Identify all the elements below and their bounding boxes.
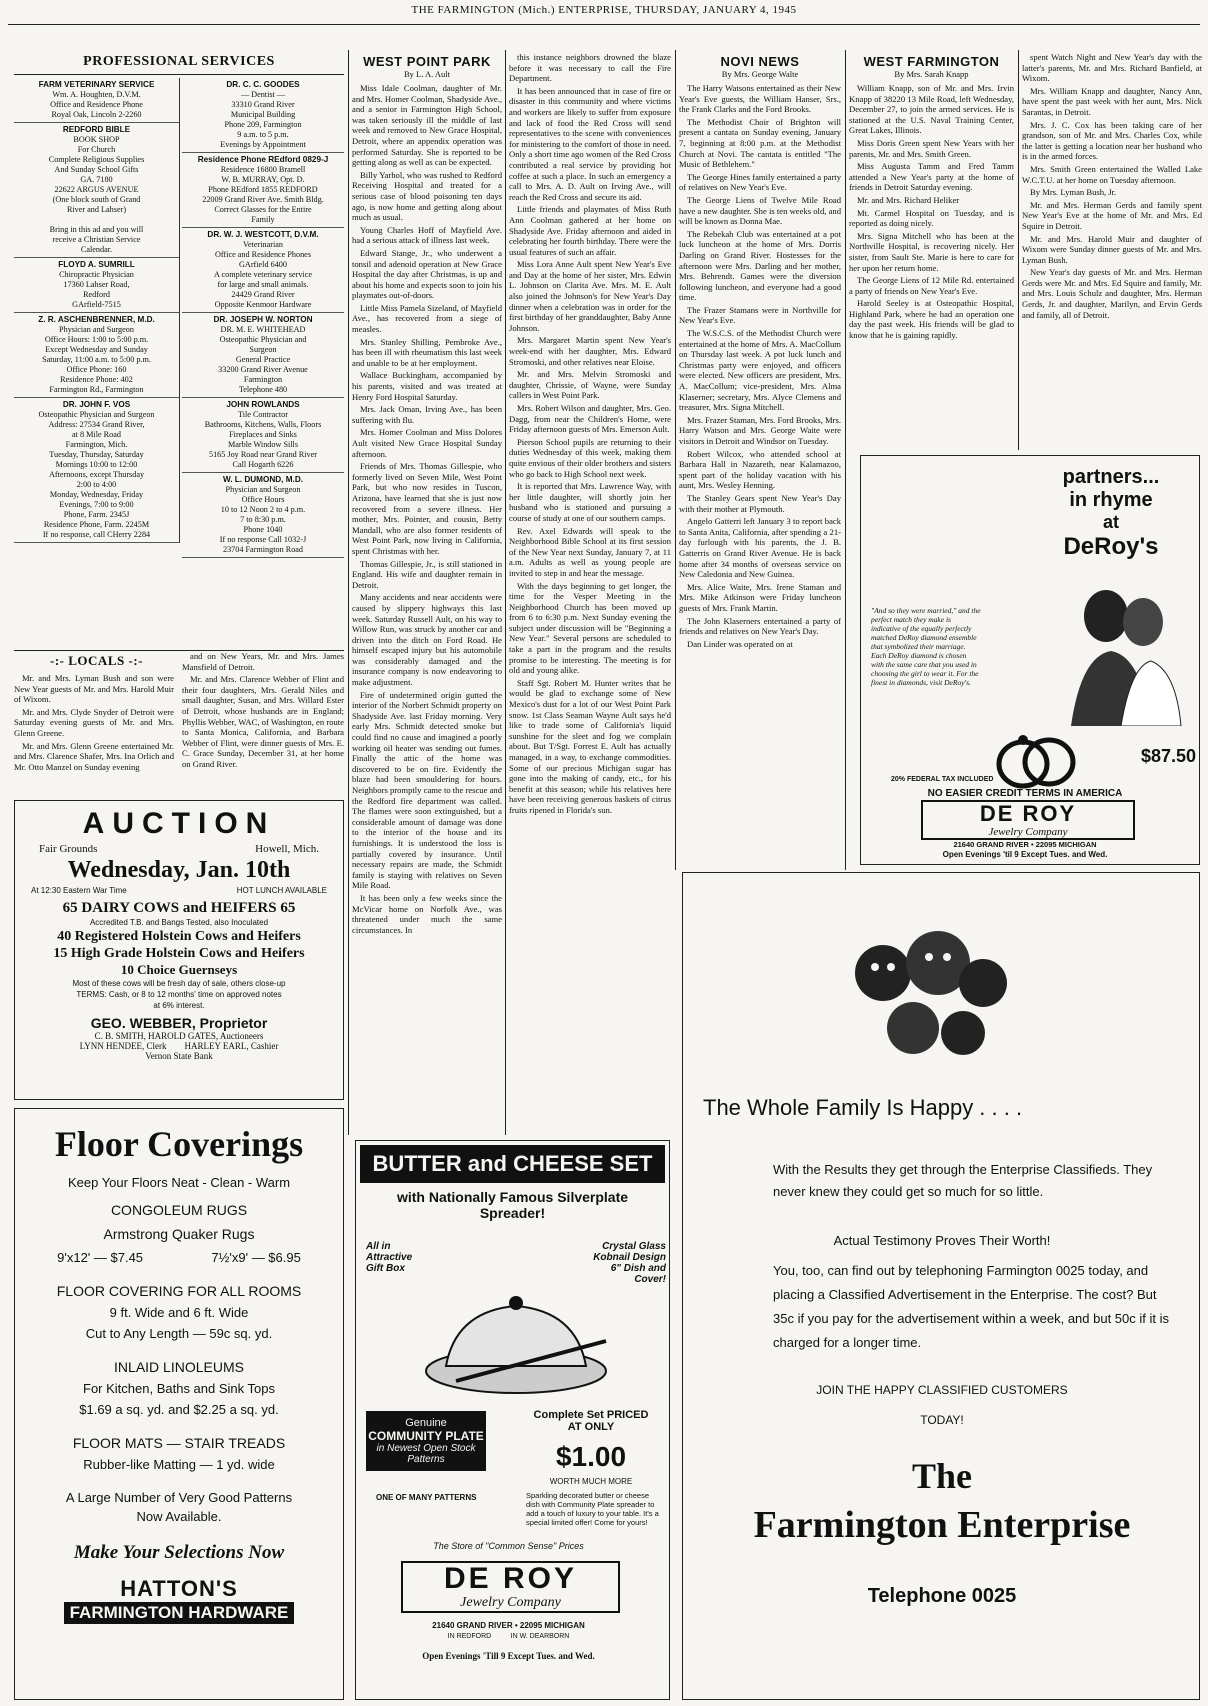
deroy-diamonds-ad [860,455,1200,865]
auction-place: Fair Grounds [39,843,98,855]
card-line: Telephone 480 [238,385,288,394]
locals-title: -:- LOCALS -:- [50,653,143,668]
paragraph: Friends of Mrs. Thomas Gillespie, who formerly lived on Seven Mile, West Point Park, but who now resides in Tuscon, Arizona, have learned that she is just now recovered from a severe illness. Her mother, Mrs. Pointer, and cousin, Betty Mandall, who are also former residents of West Point Park, now living in California, spent Christmas with her. [352,461,502,556]
card-line: Tile Contractor [238,410,288,419]
card-line: Phone 209, Farmington [224,120,302,129]
enterprise-classified-ad [682,872,1200,1700]
paragraph: Miss Lora Anne Ault spent New Year's Eve and Day at the home of her sister, Mrs. Edwin L. Johnson on Clarita Ave. Mrs. M. E. Ault also joined the Johnson's for New Year's Day dinner when a celebration was in order for the first birthday of her granddaughter, Baby Anne Johnson. [509,259,671,333]
pro-left-card [14,398,179,543]
west-point-title: WEST POINT PARK [363,54,491,69]
paragraph: Mr. and Mrs. Herman Gerds and family spent New Year's Eve at the home of Mr. and Mrs. Ed Squire in Detroit. [1022,199,1202,231]
paragraph: The W.S.C.S. of the Methodist Church were entertained at the home of Mrs. A. MacCollum on Thursday last week. A pot luck lunch and Christmas party were enjoyed, and officers were elected. New officers are president, Mrs. A. MacCollum; vice-president, Mrs. Alma Klaserner; secretary, Mrs. Alyce Clemens and treasurer, Mrs. Signa Mitchell. [679,328,841,413]
card-line: 7 to 8:30 p.m. [240,515,286,524]
pro-right-card [182,228,344,313]
card-line: 17360 Lahser Road, [63,280,130,289]
card-line: 22009 Grand River Ave. Smith Bldg. [202,195,324,204]
pro-left-card [14,258,179,313]
west-farmington-byline: By Mrs. Sarah Knapp [894,69,969,79]
paragraph: Mrs. Margaret Martin spent New Year's week-end with her daughter, Mrs. Edward Stromoski, and other relatives near Eloise. [509,335,671,367]
paragraph: Rev. Axel Edwards will speak to the Neighborhood Bible School at its first session of the New Year next Sunday, January 7, at 11 a.m. Adults as well as young people are invited to step in and hear the message. [509,525,671,578]
card-line: 9 a.m. to 5 p.m. [237,130,289,139]
card-line: DR. W. J. WESTCOTT, D.V.M. [207,230,319,239]
card-line: Farmington, Mich. [65,440,128,449]
card-line: DR. C. C. GOODES [226,80,300,89]
auction-lines [25,899,333,1011]
card-line: Phone REdford 1855 REDFORD [208,185,318,194]
paragraph: Billy Yarhol, who was rushed to Redford Receiving Hospital and treated for a serious case of blood poisoning ten days ago, is now home and getting along about much as usual. [352,169,502,223]
paragraph: The Stanley Gears spent New Year's Day with their mother at Plymouth. [679,492,841,514]
floor-large: A Large Number of Very Good Patterns [65,1490,293,1505]
card-line: DR. M. E. WHITEHEAD [220,325,306,334]
auction-line: Accredited T.B. and Bangs Tested, also Inoculated [89,918,269,927]
paragraph: New Year's day guests of Mr. and Mrs. Herman Gerds were Mr. and Mrs. Ed Squire and family, Mr. and Mrs. Louis Schulz and daughter, Mrs. Herman Gerds, Jr. and daughter, Marilyn, and Ervin Gerds and family, all of Detroit. [1022,267,1202,320]
community-plate-box: Genuine COMMUNITY PLATE in Newest Open Stock Patterns [366,1411,486,1471]
enterprise-today: TODAY! [920,1413,964,1427]
card-line: for large and small animals. [217,280,309,289]
paragraph: and on New Years, Mr. and Mrs. James Mansfield of Detroit. [182,651,344,672]
floor-title: Floor Coverings [54,1124,304,1164]
west-farmington-column-1 [849,83,1014,341]
butter-title: BUTTER and CHEESE SET [360,1145,665,1183]
floor-price-9x12: 9'x12' — $7.45 [57,1250,144,1265]
card-line: BOOK SHOP [73,135,120,144]
paragraph: Mrs. Signa Mitchell who has been at the Northville Hospital, is recovering nicely. Her sister, from Sault Ste. Marie is here to care for her upon her return home. [849,230,1014,273]
card-line: A complete veterinary service [214,270,312,279]
card-line: Redford [83,290,110,299]
paragraph: The Frazer Stamans were in Northville for New Year's Eve. [679,304,841,326]
locals [14,650,344,800]
butter-worth: WORTH MUCH MORE [549,1477,633,1486]
card-line: at 8 Mile Road [72,430,121,439]
paragraph: Mr. and Mrs. Glenn Greene entertained Mr. and Mrs. Clarence Shafer, Mrs. Ina Orlich and Mr. Otto Manzel on Sunday evening [14,740,174,772]
paragraph: It is reported that Mrs. Lawrence Way, with her little daughter, will shortly join her husband who is stationed and pursuing a course of study at one of our southern camps. [509,481,671,523]
card-line: Surgeon [249,345,277,354]
deroy-headline-2: in rhyme [1069,489,1153,511]
card-line: Office Phone: 160 [66,365,127,374]
paragraph: Mrs. Frazer Staman, Mrs. Ford Brooks, Mrs. Harry Watson and Mrs. George Waite were visitors in Detroit and Windsor on Tuesday. [679,414,841,446]
novi-title: NOVI NEWS [720,54,800,69]
card-line: FARM VETERINARY SERVICE [38,80,155,89]
paragraph: Fire of undetermined origin gutted the interior of the Norbert Schmidt property on Shadyside Ave. last Friday morning. Very early Mrs. Schmidt detected smoke but could find no cause and imagined a poorly working oil heater was sending out fumes. Finally the attic of the home was discovered to be on fire. Evidently the blaze had been smouldering for hours. Neighbors promptly came to the rescue and the Redford fire department was called. The flames were soon extinguished, but a considerable amount of damage was done to the interior of the house and its furnishings. It is understood the loss is partially covered by insurance. Until necessary repairs are made, the Schmidt family is staying with relatives on Seven Mile Road. [352,689,502,891]
paragraph: With the days beginning to get longer, the time for the Vesper Meeting in the Neighborhood Church has been moved up from 6 to 6:30 p.m. Next Sunday evening the subject under discussion will be "Beginning a New Year." Several persons are scheduled to take a part in the program and the results promise to be interesting. The meeting is for old and young alike. [509,580,671,676]
butter-deroy-logo: DE ROY Jewelry Company [401,1561,620,1613]
paragraph: Dan Linder was operated on at [687,638,793,649]
deroy-logo: DE ROY Jewelry Company [921,800,1135,840]
card-line: River and Lahser) [66,205,127,214]
butter-dish-icon [416,1281,616,1401]
card-line: 10 to 12 Noon 2 to 4 p.m. [220,505,306,514]
paragraph: Miss Idale Coolman, daughter of Mr. and Mrs. Homer Coolman, Shadyside Ave., and a senior in Farmington High School, was taken seriously ill the middle of last week and removed to New Grace Hospital, Detroit, where an appendix operation was performed Saturday. She is reported to be getting along as well as can be expected. [352,83,502,168]
deroy-copy: "And so they were married," and the perfect match they make is indicative of the equally perfectly matched DeRoy diamond ensemble that symbolized their marriage. Each DeRoy diamond is chosen with the same care that you used in choosing the girl to wear it. For the finest in diamonds, visit DeRoy's. [871,606,981,687]
hattons-logo: HATTON'S FARMINGTON HARDWARE [23,1576,335,1624]
floor-widths: 9 ft. Wide and 6 ft. Wide [109,1305,249,1320]
paragraph: Miss Augusta Tamm and Fred Tamm attended a New Year's party at the home of friends in Detroit Saturday evening. [849,161,1014,193]
butter-complete: Complete Set PRICED AT ONLY [533,1409,649,1433]
paragraph: Mr. and Mrs. Richard Heliker [857,194,960,205]
card-line: Osteopathic Physician and [219,335,307,344]
auction-bank: Vernon State Bank [145,1051,213,1061]
card-line: Physician and Surgeon [59,325,134,334]
card-line: Office and Residence Phone [50,100,143,109]
card-line: Farmington Rd., Farmington [49,385,144,394]
card-line: (One block south of Grand [52,195,141,204]
card-line: 33310 Grand River [231,100,295,109]
card-line: Except Wednesday and Sunday [45,345,148,354]
west-farmington-column-2 [1022,52,1202,452]
card-line: Wm. A. Houghten, D.V.M. [52,90,141,99]
west-point-byline: By L. A. Ault [403,69,451,79]
card-line: Fireplaces and Sinks [229,430,297,439]
auction-line: 10 Choice Guernseys [120,962,238,977]
professional-services [14,52,344,652]
card-line: 33200 Grand River Avenue [218,365,308,374]
auction-auctioneers: C. B. SMITH, HAROLD GATES, Auctioneers [94,1031,264,1041]
card-line: W. B. MURRAY, Opt. D. [221,175,305,184]
auction-ad [14,800,344,1100]
paragraph: William Knapp, son of Mr. and Mrs. Irvin Knapp of 38220 13 Mile Road, left Wednesday, December 27, to join the armed services. He is stationed at the U.S. Naval Training Center, Great Lakes, Illinois. [849,83,1014,136]
card-line: Marble Window Sills [227,440,299,449]
card-line: Office Hours [241,495,285,504]
card-line: Farmington [243,375,283,384]
paragraph: Wallace Buckingham, accompanied by his parents, visited and was treated at Henry Ford Hospital Saturday. [352,370,502,402]
card-line: Evenings by Appointment [220,140,306,149]
enterprise-name: Farmington Enterprise [753,1504,1131,1546]
enterprise-headline: The Whole Family Is Happy . . . . [703,1095,1023,1120]
card-line: And Sunday School Gifts [54,165,139,174]
paragraph: It has been only a few weeks since the McVicar home on Norfolk Ave., was threatened under much the same circumstances. In [352,892,502,935]
paragraph: Pierson School pupils are returning to their duties Wednesday of this week, making them quite envious of their older brothers and sisters who go back to High School next week. [509,436,671,479]
paragraph: Little friends and playmates of Miss Ruth Ann Coolman gathered at her home on Shadyside Ave. Friday afternoon and aided in celebrating her fourth birthday. There were the usual features of such an affair. [509,204,671,257]
floor-kitchen: For Kitchen, Baths and Sink Tops [83,1381,275,1396]
auction-title: AUCTION [82,807,276,840]
butter-patterns: ONE OF MANY PATTERNS [376,1493,477,1502]
card-line: Royal Oak, Lincoln 2-2260 [51,110,142,119]
locals-column-2 [182,651,344,772]
paragraph: The John Klaserners entertained a party of friends and relatives on New Year's Day. [679,615,841,637]
pro-left-card [14,78,179,123]
deroy-headline-4: DeRoy's [1063,533,1159,560]
enterprise-phone: Telephone 0025 [867,1585,1017,1607]
paragraph: Mr. and Mrs. Clyde Snyder of Detroit were Saturday evening guests of Mr. and Mrs. Glenn Greene. [14,706,174,738]
card-line: 23704 Farmington Road [222,545,304,554]
paragraph: By Mrs. Lyman Bush, Jr. [1030,187,1117,198]
paragraph: Mrs. J. C. Cox has been taking care of her grandson, son of Mr. and Mrs. Charles Cox, while the latter is getting a location near her husband who is in the armed forces. [1022,119,1202,162]
enterprise-p2: Actual Testimony Proves Their Worth! [833,1233,1051,1248]
paragraph: Mr. and Mrs. Lyman Bush and son were New Year guests of Mr. and Mrs. Harold Muir of Wixom. [14,673,174,705]
floor-price-7x9: 7½'x9' — $6.95 [211,1250,301,1265]
auction-line: 65 DAIRY COWS and HEIFERS 65 [62,900,296,916]
paragraph: Little Miss Pamela Sizeland, of Mayfield Ave., has recovered from a siege of measles. [352,302,502,335]
deroy-headline-1: partners... [1062,466,1160,488]
paragraph: The George Liens of 12 Mile Rd. entertained a party of friends on New Year's Eve. [849,275,1014,296]
butter-cheese-ad [355,1140,670,1700]
floor-congoleum: CONGOLEUM RUGS [110,1202,248,1218]
paragraph: Mrs. Stanley Shilling, Pembroke Ave., has been ill with rheumatism this last week and unable to be at her employment. [352,336,502,368]
paragraph: Mrs. Jack Oman, Irving Ave., has been suffering with flu. [352,404,502,425]
butter-hours: Open Evenings 'Till 9 Except Tues. and Wed. [422,1651,595,1661]
floor-make: Make Your Selections Now [73,1542,285,1563]
paragraph: Harold Seeley is at Osteopathic Hospital, Highland Park, where he had an operation one day the past week. His friends will be glad to know that he is gaining rapidly. [849,298,1014,341]
deroy-headline-3: at [1102,512,1119,532]
novi-news [679,52,841,867]
butter-price: $1.00 [555,1441,627,1472]
butter-address-sub: IN REDFORD IN W. DEARBORN [447,1633,570,1640]
auction-lunch: HOT LUNCH AVAILABLE [236,886,327,895]
deroy-credit: NO EASIER CREDIT TERMS IN AMERICA [927,788,1123,799]
card-line: FLOYD A. SUMRILL [58,260,135,269]
floor-now: Now Available. [136,1509,222,1524]
deroy-hours: Open Evenings 'til 9 Except Tues. and Wed. [942,850,1108,859]
card-line: Call Hogarth 6226 [232,460,294,469]
paragraph: The George Hines family entertained a party of relatives on New Year's Eve. [679,171,841,193]
card-line: receive a Christian Service [52,235,141,244]
pro-left-column [14,78,180,543]
paragraph: Robert Wilcox, who attended school at Barbara Hall in Nazareth, near Kalamazoo, spent part of the holiday vacation with his aunt, Mrs. Wesley Henning. [679,448,841,491]
auction-line: Most of these cows will be fresh day of sale, others close-up [72,979,286,988]
deroy-tax: 20% FEDERAL TAX INCLUDED [891,776,994,783]
professional-title: PROFESSIONAL SERVICES [14,54,344,75]
auction-line: 40 Registered Holstein Cows and Heifers [57,929,301,944]
card-line: Residence Phone: 402 [60,375,133,384]
floor-subtitle: Keep Your Floors Neat - Clean - Warm [67,1175,291,1190]
card-line: If no response, call CHerry 2284 [42,530,151,539]
card-line: Bathrooms, Kitchens, Walls, Floors [204,420,322,429]
card-line: Z. R. ASCHENBRENNER, M.D. [38,315,155,324]
pro-left-card [14,123,179,258]
paragraph: Mrs. Homer Coolman and Miss Dolores Ault visited New Grace Hospital Sunday afternoon. [352,427,502,459]
paragraph: The Rebekah Club was entertained at a pot luck luncheon at the home of Mrs. Dorris Darling on Grand River. Hostesses for the afternoon were Mrs. Darling and her mother, Mrs. Behrendt. Games were the diversion following luncheon, and everyone had a good time. [679,228,841,303]
card-line: Correct Glasses for the Entire [214,205,312,214]
paragraph: Mr. and Mrs. Melvin Stromoski and daughter, Chrissie, of Wayne, were Sunday callers in West Point Park. [509,369,671,401]
enterprise-join: JOIN THE HAPPY CLASSIFIED CUSTOMERS [816,1383,1068,1397]
west-point-column-2 [509,52,671,1132]
card-line: Municipal Building [230,110,296,119]
card-line: Bring in this ad and you will [49,225,144,234]
butter-left-callout: All in Attractive Gift Box [366,1241,413,1274]
paragraph: The Methodist Choir of Brighton will present a cantata on Sunday evening, January 7, beginning at 8:00 p.m. at the Methodist Church at Novi. The cantata is entitled "The Music of Bethlehem." [679,116,841,170]
west-point-column-1 [352,83,502,935]
card-line: Residence 16800 Bramell [220,165,306,174]
card-line: Veterinarian [242,240,283,249]
enterprise-the: The [911,1456,972,1496]
auction-clerk: LYNN HENDEE, Clerk HARLEY EARL, Cashier [79,1041,279,1051]
card-line: Residence Phone REdford 0829-J [197,155,329,164]
paragraph: Angelo Gatterri left January 3 to report back to Santa Anita, California, after spending a 21-day furlough with his parents, the J. B. Gatterris on Grand River Avenue. He is back home after 34 months of overseas service on New Caledonia and New Guinea. [679,516,841,580]
floor-coverings-ad [14,1108,344,1700]
couple-illustration-icon [1051,576,1191,726]
card-line: Afternoons, except Thursday [48,470,145,479]
card-line: GArfield 6400 [239,260,287,269]
card-line: GArfield-7515 [72,300,121,309]
paragraph: Mrs. Smith Green entertained the Walled Lake W.C.T.U. at her home on Tuesday afternoon. [1022,163,1202,185]
enterprise-p3: You, too, can find out by telephoning Farmington 0025 today, and placing a Classified Advertisement in the Enterprise. The cost? But 35c if you pay for the advertisement within a week, and but 50c if it is charged for a longer time. [773,1263,1169,1350]
paragraph: this instance neighbors drowned the blaze before it was necessary to call the Fire Department. [509,52,671,84]
paragraph: Mrs. William Knapp and daughter, Nancy Ann, have spent the past week with her aunt, Mrs. Nick Sarantas, in Detroit. [1022,85,1202,117]
locals-column-1 [14,673,174,774]
card-line: General Practice [235,355,291,364]
pro-right-card [182,78,344,153]
floor-mats: FLOOR MATS — STAIR TREADS [72,1435,286,1451]
west-farmington [849,52,1014,452]
butter-store: The Store of "Common Sense" Prices [433,1541,584,1551]
paragraph: Mr. and Mrs. Harold Muir and daughter of Wixom were Sunday dinner guests of Mr. and Mrs. Lyman Bush. [1022,233,1202,265]
pro-right-column [182,78,344,558]
floor-rubber: Rubber-like Matting — 1 yd. wide [83,1457,275,1472]
paragraph: Mt. Carmel Hospital on Tuesday, and is reported as doing nicely. [849,207,1014,229]
card-line: Residence Phone, Farm. 2245M [43,520,150,529]
west-farmington-title: WEST FARMINGTON [863,54,1000,69]
rings-icon [991,726,1081,796]
paragraph: Mr. and Mrs. Clarence Webber of Flint and their four daughters, Mrs. Gerald Niles and small daughter, Susan, and Mrs. Willard Ester of Detroit, whose husbands are in England; Phyllis Webber, WAC, of Washington, en route to Santa Monica, California, and Barbara Webber of Flint, were dinner guests of Mrs. E. C. Grace Sunday, December 31, at her home on Grand River. [182,674,344,769]
paragraph: The George Liens of Twelve Mile Road have a new daughter. She is ten weeks old, and will be known as Donna Mae. [679,194,841,227]
pro-left-card [14,313,179,398]
floor-armstrong: Armstrong Quaker Rugs [103,1226,255,1242]
pro-right-card [182,313,344,398]
floor-all-rooms: FLOOR COVERING FOR ALL ROOMS [56,1283,302,1299]
card-line: Phone, Farm. 2345J [63,510,130,519]
happy-family-faces-icon [843,923,1013,1073]
paragraph: Young Charles Hoff of Mayfield Ave. had a serious attack of illness last week. [352,224,502,246]
paragraph: It has been announced that in case of fire or disaster in this community and where victims and workers are likely to suffer from exposure and lack of food the Red Cross will send representatives to the scene with conveniences for ministering to the comfort of those in need. Only a short time ago women of the Red Cross contributed a real service by providing hot coffee at such a place. In such an emergency a call to Mrs. A. D. Ault on Irving Ave., will reach the Red Cross and secure its aid. [509,85,671,202]
card-line: 5165 Joy Road near Grand River [208,450,317,459]
card-line: DR. JOHN F. VOS [62,400,131,409]
auction-line: TERMS: Cash, or 8 to 12 months' time on approved notes [76,990,282,999]
card-line: REDFORD BIBLE [62,125,131,134]
deroy-price: $87.50 [1141,746,1197,766]
card-line: Physician and Surgeon [225,485,301,494]
paragraph: Mrs. Alice Waite, Mrs. Irene Staman and Mrs. Mike Atkinson were Friday luncheon guests of Mrs. Frank Martin. [679,581,841,613]
deroy-address: 21640 GRAND RIVER • 22095 MICHIGAN [953,840,1097,849]
card-line: Office and Residence Phones [214,250,312,259]
auction-line: 15 High Grade Holstein Cows and Heifers [53,946,305,961]
card-line [14,215,179,225]
pro-right-card [182,398,344,473]
card-line: Mornings 10:00 to 12:00 [55,460,138,469]
card-line: 24429 Grand River [231,290,295,299]
paragraph: Staff Sgt. Robert M. Hunter writes that he would be glad to exchange some of New Mexico's dust for a lot of our West Point Park snow. 1st Class Seaman Wayne Ault says he'd like to trade some of California's liquid sunshine for the sleet and fog we complain about. But T/Sgt. Forrest E. Ault has actually managed, in a way, to exchange commodities. Some of our precious Michigan sugar has gone into the making of candy, etc., for his benefit at this season; while his relatives here have been receiving generous baskets of citrus fruits ripened in Florida's sun. [509,677,671,815]
paragraph: Edward Stange, Jr., who underwent a tonsil and adenoid operation at New Grace Hospital the day after Christmas, is up and about his home and expects soon to join his playmates out-of-doors. [352,247,502,301]
auction-date: Wednesday, Jan. 10th [67,857,291,883]
card-line: Office Hours: 1:00 to 5:00 p.m. [44,335,149,344]
card-line: JOHN ROWLANDS [226,400,300,409]
paragraph: Mrs. Robert Wilson and daughter, Mrs. Geo. Dagg, from near the Children's Home, were Friday afternoon guests of Mrs. Emerson Ault. [509,403,671,435]
auction-city: Howell, Mich. [255,843,319,855]
novi-column [679,83,841,649]
card-line: 22622 ARGUS AVENUE [54,185,139,194]
card-line: — Dentist — [240,90,286,99]
auction-proprietor: GEO. WEBBER, Proprietor [90,1015,268,1031]
card-line: If no response Call 1032-J [219,535,307,544]
paragraph: spent Watch Night and New Year's day with the latter's parents, Mr. and Mrs. Richard Banfield, at Wixom. [1022,52,1202,84]
pro-right-card [182,153,344,228]
card-line: DR. JOSEPH W. NORTON [213,315,313,324]
card-line: Address: 27534 Grand River, [48,420,145,429]
card-line: Calendar. [80,245,113,254]
paragraph: Many accidents and near accidents were caused by slippery highways this last week. Saturday Russell Ault, on his way to Willow Run, was struck by another car and driven into the ditch on Ford Road. He himself escaped injury but his automobile was considerably damaged and the insurance company is now endeavoring to make adjustment. [352,592,502,688]
enterprise-p1: With the Results they get through the Enterprise Classifieds. They never knew they could get so much for so little. [773,1162,1153,1199]
card-line: W. L. DUMOND, M.D. [222,475,304,484]
floor-inlaid: INLAID LINOLEUMS [114,1359,244,1375]
pro-right-card [182,473,344,558]
card-line: Complete Religious Supplies [48,155,145,164]
butter-desc: Sparkling decorated butter or cheese dish with Community Plate spreader to add a touch of luxury to your table. It's a special limited offer! Come for yours! [526,1491,659,1527]
card-line: Family [251,215,275,224]
masthead: THE FARMINGTON (Mich.) ENTERPRISE, THURSDAY, JANUARY 4, 1945 [411,4,797,16]
card-line: Saturday, 11:00 a.m. to 5:00 p.m. [42,355,151,364]
card-line: For Church [77,145,116,154]
floor-inlaid-price: $1.69 a sq. yd. and $2.25 a sq. yd. [79,1402,279,1417]
paragraph: The Harry Watsons entertained as their New Year's Eve guests, the William Hanser, Srs., the Frank Clarks and the Ford Brooks. [679,83,841,115]
card-line: Chiropractic Physician [59,270,134,279]
butter-right-callout: Crystal Glass Kobnail Design 6" Dish and Cover! [593,1241,666,1285]
auction-line: at 6% interest. [153,1001,205,1010]
card-line: Evenings, 7:00 to 9:00 [59,500,134,509]
paragraph: Miss Doris Green spent New Years with her parents, Mr. and Mrs. Smith Green. [849,137,1014,159]
card-line: Opposite Kenmoor Hardware [214,300,312,309]
card-line: Monday, Wednesday, Friday [49,490,144,499]
card-line: Osteopathic Physician and Surgeon [38,410,155,419]
paragraph: Thomas Gillespie, Jr., is still stationed in England. His wife and daughter remain in Detroit. [352,558,502,590]
card-line: GA. 7180 [80,175,113,184]
west-point-park [352,52,502,1132]
novi-byline: By Mrs. George Walte [721,69,799,79]
auction-time: At 12:30 Eastern War Time [31,886,127,895]
card-line: 2:00 to 4:00 [76,480,117,489]
card-line: Tuesday, Thursday, Saturday [49,450,144,459]
butter-address: 21640 GRAND RIVER • 22095 MICHIGAN [432,1621,585,1630]
butter-subtitle: with Nationally Famous Silverplate Spreader! [396,1189,629,1221]
card-line: Phone 1040 [243,525,283,534]
floor-cut: Cut to Any Length — 59c sq. yd. [85,1326,273,1341]
